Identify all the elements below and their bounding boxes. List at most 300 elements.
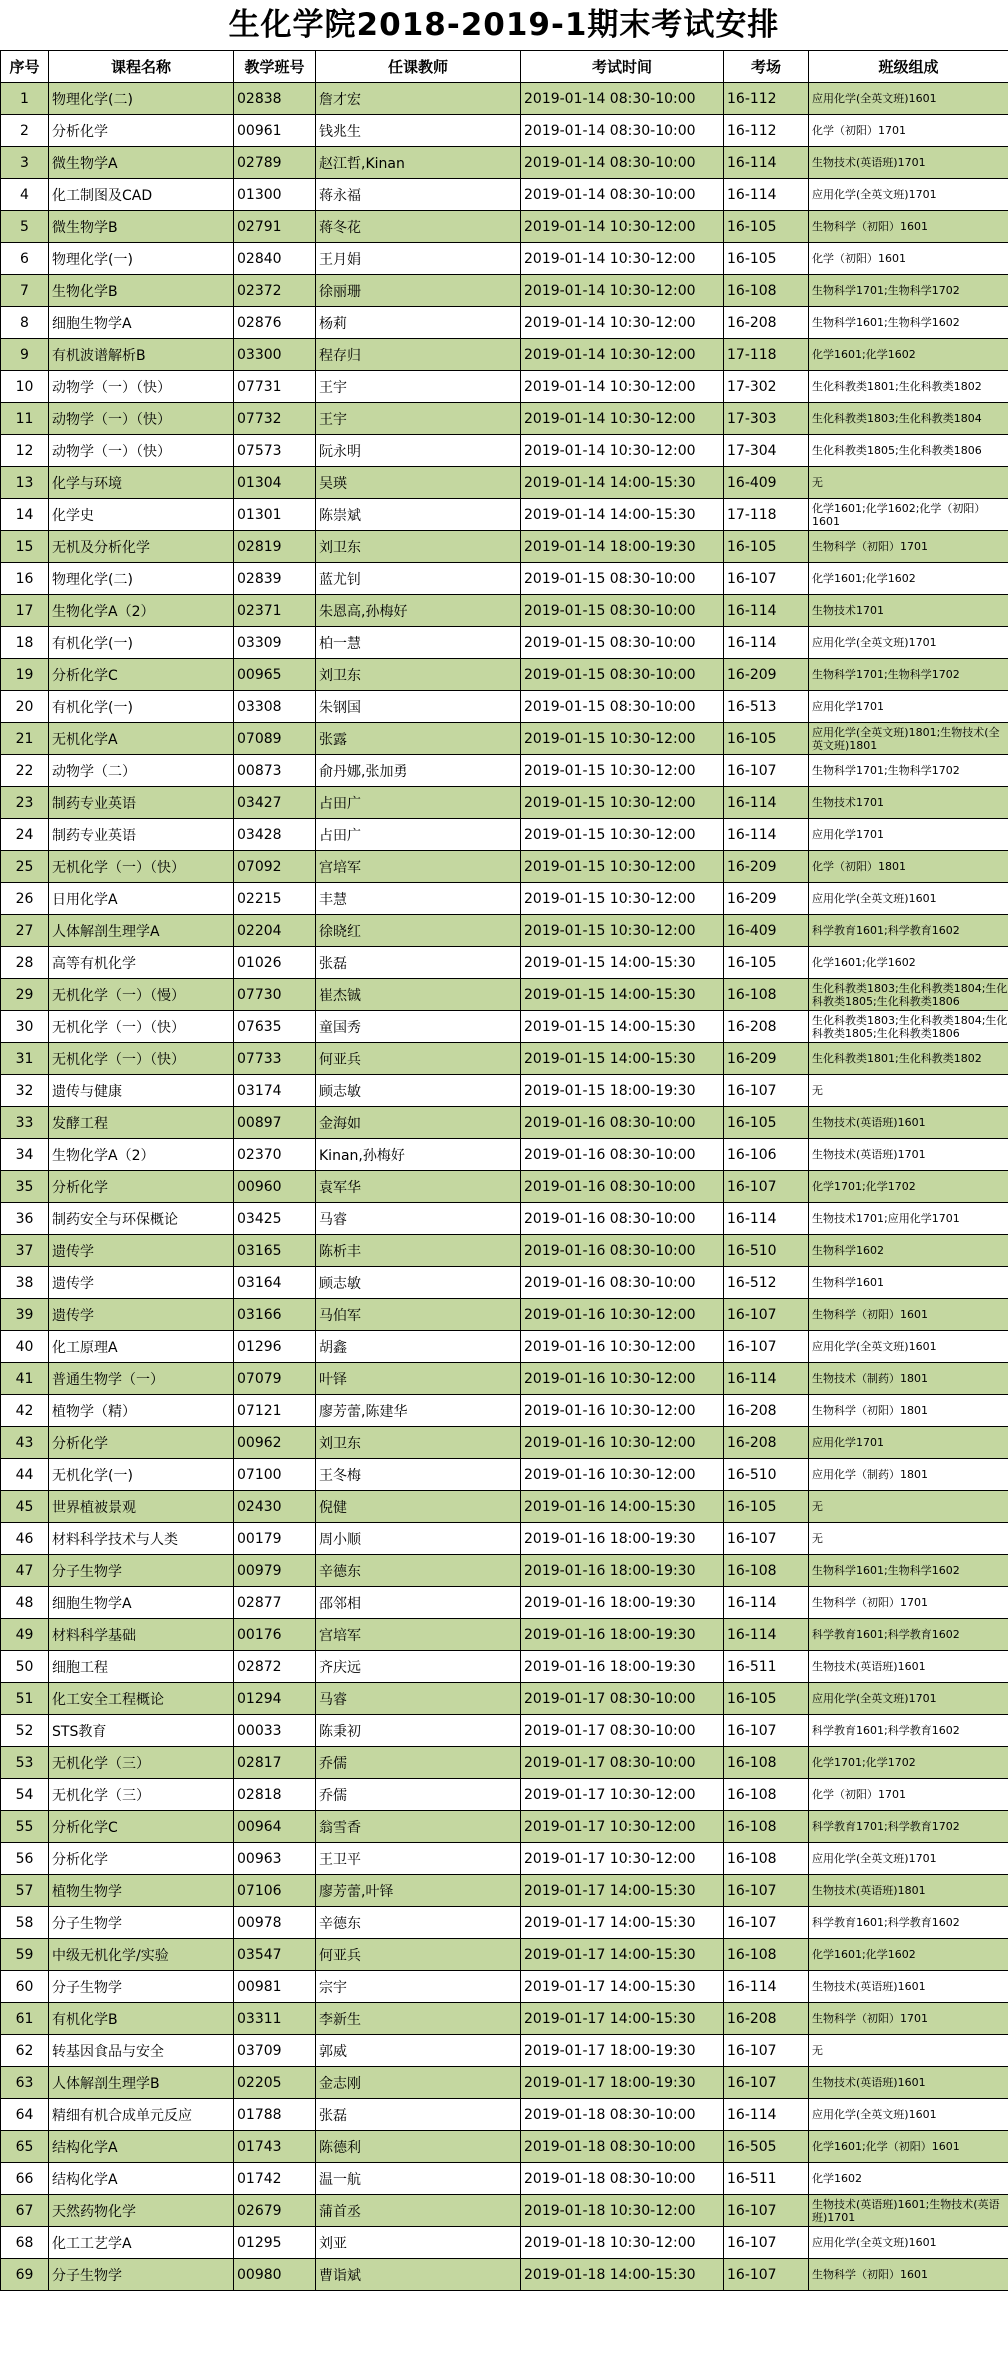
table-row: [1, 563, 1008, 595]
cell-room: 16-114: [724, 147, 809, 179]
cell-teacher: 刘卫东: [316, 531, 521, 563]
cell-teacher: 崔杰铖: [316, 979, 521, 1011]
table-row: [1, 275, 1008, 307]
cell-index: 38: [1, 1267, 49, 1299]
cell-course: 无机化学（三）: [49, 1747, 234, 1779]
header-class-composition: 班级组成: [809, 51, 1008, 83]
cell-exam-time: 2019-01-15 14:00-15:30: [521, 979, 724, 1011]
cell-index: 8: [1, 307, 49, 339]
cell-class-id: 03709: [234, 2035, 316, 2067]
cell-room: 16-105: [724, 723, 809, 755]
cell-class-composition: 科学教育1601;科学教育1602: [809, 1715, 1008, 1747]
cell-index: 63: [1, 2067, 49, 2099]
cell-teacher: 朱钢国: [316, 691, 521, 723]
cell-course: 分析化学: [49, 115, 234, 147]
cell-course: 材料科学技术与人类: [49, 1523, 234, 1555]
table-row: [1, 307, 1008, 339]
cell-room: 16-107: [724, 2227, 809, 2259]
table-row: [1, 115, 1008, 147]
cell-teacher: 马伯军: [316, 1299, 521, 1331]
cell-index: 23: [1, 787, 49, 819]
cell-index: 22: [1, 755, 49, 787]
cell-class-composition: 无: [809, 1075, 1008, 1107]
cell-room: 16-108: [724, 1843, 809, 1875]
cell-class-id: 01294: [234, 1683, 316, 1715]
cell-class-composition: 应用化学(全英文班)1601: [809, 883, 1008, 915]
cell-index: 56: [1, 1843, 49, 1875]
cell-course: 物理化学(二): [49, 83, 234, 115]
cell-index: 25: [1, 851, 49, 883]
cell-exam-time: 2019-01-15 08:30-10:00: [521, 595, 724, 627]
table-row: [1, 1939, 1008, 1971]
cell-room: 16-107: [724, 1171, 809, 1203]
cell-class-id: 02789: [234, 147, 316, 179]
cell-index: 51: [1, 1683, 49, 1715]
cell-exam-time: 2019-01-14 10:30-12:00: [521, 211, 724, 243]
cell-class-composition: 生物技术(英语班)1601: [809, 2067, 1008, 2099]
cell-teacher: 詹才宏: [316, 83, 521, 115]
cell-exam-time: 2019-01-14 08:30-10:00: [521, 83, 724, 115]
table-row: [1, 1331, 1008, 1363]
cell-course: 日用化学A: [49, 883, 234, 915]
cell-exam-time: 2019-01-16 08:30-10:00: [521, 1139, 724, 1171]
cell-index: 12: [1, 435, 49, 467]
cell-course: 分析化学C: [49, 659, 234, 691]
cell-class-composition: 应用化学1701: [809, 691, 1008, 723]
cell-teacher: Kinan,孙梅好: [316, 1139, 521, 1171]
table-row: [1, 435, 1008, 467]
cell-course: 化工原理A: [49, 1331, 234, 1363]
table-row: [1, 2259, 1008, 2291]
cell-class-composition: 生物科学（初阳）1801: [809, 1395, 1008, 1427]
table-row: [1, 1075, 1008, 1107]
cell-exam-time: 2019-01-17 08:30-10:00: [521, 1747, 724, 1779]
table-row: [1, 243, 1008, 275]
cell-course: 植物生物学: [49, 1875, 234, 1907]
cell-teacher: 李新生: [316, 2003, 521, 2035]
cell-room: 16-114: [724, 787, 809, 819]
cell-class-id: 00964: [234, 1811, 316, 1843]
cell-class-composition: 化学1701;化学1702: [809, 1171, 1008, 1203]
cell-room: 16-208: [724, 1011, 809, 1043]
cell-class-id: 07733: [234, 1043, 316, 1075]
cell-exam-time: 2019-01-15 08:30-10:00: [521, 659, 724, 691]
table-row: [1, 1171, 1008, 1203]
cell-room: 16-107: [724, 1907, 809, 1939]
cell-class-composition: 化学1601;化学1602: [809, 947, 1008, 979]
cell-room: 16-107: [724, 2259, 809, 2291]
table-row: [1, 2099, 1008, 2131]
cell-class-id: 02372: [234, 275, 316, 307]
cell-class-composition: 生物科学（初阳）1601: [809, 211, 1008, 243]
cell-class-id: 07092: [234, 851, 316, 883]
cell-teacher: 周小顺: [316, 1523, 521, 1555]
cell-class-id: 03174: [234, 1075, 316, 1107]
cell-exam-time: 2019-01-14 08:30-10:00: [521, 147, 724, 179]
cell-teacher: 陈德利: [316, 2131, 521, 2163]
cell-exam-time: 2019-01-17 18:00-19:30: [521, 2067, 724, 2099]
cell-room: 16-114: [724, 179, 809, 211]
cell-class-id: 02877: [234, 1587, 316, 1619]
cell-room: 16-108: [724, 1779, 809, 1811]
cell-class-id: 02840: [234, 243, 316, 275]
cell-room: 16-114: [724, 1203, 809, 1235]
cell-teacher: 杨莉: [316, 307, 521, 339]
cell-teacher: 辛德东: [316, 1907, 521, 1939]
cell-class-composition: 生物科学1701;生物科学1702: [809, 659, 1008, 691]
cell-room: 16-107: [724, 1715, 809, 1747]
cell-index: 37: [1, 1235, 49, 1267]
cell-room: 16-208: [724, 307, 809, 339]
cell-class-id: 01301: [234, 499, 316, 531]
cell-index: 41: [1, 1363, 49, 1395]
cell-class-composition: 生化科教类1801;生化科教类1802: [809, 371, 1008, 403]
cell-exam-time: 2019-01-14 14:00-15:30: [521, 467, 724, 499]
cell-index: 60: [1, 1971, 49, 2003]
cell-course: 有机波谱解析B: [49, 339, 234, 371]
cell-class-id: 01742: [234, 2163, 316, 2195]
cell-exam-time: 2019-01-14 10:30-12:00: [521, 403, 724, 435]
table-row: [1, 499, 1008, 531]
cell-class-composition: 生化科教类1805;生化科教类1806: [809, 435, 1008, 467]
cell-index: 24: [1, 819, 49, 851]
cell-class-id: 02818: [234, 1779, 316, 1811]
cell-exam-time: 2019-01-17 14:00-15:30: [521, 1875, 724, 1907]
cell-course: 结构化学A: [49, 2131, 234, 2163]
cell-class-id: 02370: [234, 1139, 316, 1171]
cell-exam-time: 2019-01-15 08:30-10:00: [521, 563, 724, 595]
cell-course: 中级无机化学/实验: [49, 1939, 234, 1971]
cell-class-id: 00979: [234, 1555, 316, 1587]
cell-course: 有机化学(一): [49, 627, 234, 659]
cell-exam-time: 2019-01-15 10:30-12:00: [521, 915, 724, 947]
cell-index: 65: [1, 2131, 49, 2163]
cell-class-id: 07732: [234, 403, 316, 435]
header-room: 考场: [724, 51, 809, 83]
cell-index: 7: [1, 275, 49, 307]
table-row: [1, 1043, 1008, 1075]
cell-class-composition: 生物科学（初阳）1601: [809, 1299, 1008, 1331]
cell-teacher: 乔儒: [316, 1747, 521, 1779]
table-row: [1, 1811, 1008, 1843]
cell-exam-time: 2019-01-17 14:00-15:30: [521, 2003, 724, 2035]
cell-class-composition: 生物技术(英语班)1801: [809, 1875, 1008, 1907]
cell-index: 62: [1, 2035, 49, 2067]
cell-course: 分子生物学: [49, 2259, 234, 2291]
header-class-id: 教学班号: [234, 51, 316, 83]
cell-teacher: 王月娟: [316, 243, 521, 275]
cell-exam-time: 2019-01-14 10:30-12:00: [521, 339, 724, 371]
cell-exam-time: 2019-01-15 08:30-10:00: [521, 691, 724, 723]
cell-course: 无机及分析化学: [49, 531, 234, 563]
cell-class-composition: 生化科教类1803;生化科教类1804;生化科教类1805;生化科教类1806: [809, 979, 1008, 1011]
cell-class-composition: 生物技术(英语班)1701: [809, 1139, 1008, 1171]
cell-course: 微生物学B: [49, 211, 234, 243]
cell-class-composition: 化学（初阳）1701: [809, 115, 1008, 147]
cell-class-id: 02215: [234, 883, 316, 915]
cell-class-id: 00179: [234, 1523, 316, 1555]
cell-class-composition: 化学1602: [809, 2163, 1008, 2195]
cell-class-id: 03165: [234, 1235, 316, 1267]
cell-index: 48: [1, 1587, 49, 1619]
cell-index: 59: [1, 1939, 49, 1971]
table-row: [1, 1395, 1008, 1427]
cell-class-id: 03425: [234, 1203, 316, 1235]
cell-class-composition: 应用化学(全英文班)1701: [809, 1683, 1008, 1715]
header-row: [1, 51, 1008, 83]
cell-class-composition: 科学教育1601;科学教育1602: [809, 1619, 1008, 1651]
cell-teacher: 占田广: [316, 819, 521, 851]
cell-course: 有机化学(一): [49, 691, 234, 723]
table-row: [1, 1907, 1008, 1939]
cell-room: 16-108: [724, 1555, 809, 1587]
cell-room: 16-114: [724, 627, 809, 659]
cell-exam-time: 2019-01-18 08:30-10:00: [521, 2131, 724, 2163]
table-row: [1, 147, 1008, 179]
table-row: [1, 2195, 1008, 2227]
cell-class-composition: 生物技术(英语班)1601;生物技术(英语班)1701: [809, 2195, 1008, 2227]
cell-class-composition: 应用化学(全英文班)1701: [809, 179, 1008, 211]
cell-class-composition: 科学教育1601;科学教育1602: [809, 1907, 1008, 1939]
cell-class-composition: 化学1601;化学1602;化学（初阳）1601: [809, 499, 1008, 531]
cell-teacher: 占田广: [316, 787, 521, 819]
cell-room: 16-114: [724, 1619, 809, 1651]
cell-teacher: 陈秉初: [316, 1715, 521, 1747]
cell-teacher: 金海如: [316, 1107, 521, 1139]
cell-exam-time: 2019-01-16 08:30-10:00: [521, 1107, 724, 1139]
cell-index: 52: [1, 1715, 49, 1747]
cell-class-composition: 生物技术(英语班)1601: [809, 1651, 1008, 1683]
cell-teacher: 蓝尤钊: [316, 563, 521, 595]
cell-exam-time: 2019-01-16 18:00-19:30: [521, 1555, 724, 1587]
cell-index: 9: [1, 339, 49, 371]
cell-exam-time: 2019-01-16 18:00-19:30: [521, 1587, 724, 1619]
cell-class-composition: 应用化学(全英文班)1701: [809, 1843, 1008, 1875]
cell-index: 34: [1, 1139, 49, 1171]
cell-exam-time: 2019-01-16 08:30-10:00: [521, 1171, 724, 1203]
cell-room: 16-114: [724, 2099, 809, 2131]
cell-course: 有机化学B: [49, 2003, 234, 2035]
cell-class-id: 00962: [234, 1427, 316, 1459]
cell-room: 17-302: [724, 371, 809, 403]
cell-course: 分子生物学: [49, 1907, 234, 1939]
cell-index: 54: [1, 1779, 49, 1811]
cell-exam-time: 2019-01-15 14:00-15:30: [521, 1011, 724, 1043]
cell-room: 16-209: [724, 1043, 809, 1075]
cell-teacher: 丰慧: [316, 883, 521, 915]
cell-course: 无机化学(一): [49, 1459, 234, 1491]
cell-course: 生物化学A（2）: [49, 595, 234, 627]
cell-course: 分析化学: [49, 1171, 234, 1203]
table-row: [1, 851, 1008, 883]
cell-class-id: 01743: [234, 2131, 316, 2163]
cell-class-composition: 生物科学（初阳）1701: [809, 531, 1008, 563]
cell-room: 16-208: [724, 1427, 809, 1459]
cell-course: 动物学（一）（快）: [49, 435, 234, 467]
table-row: [1, 1235, 1008, 1267]
cell-index: 5: [1, 211, 49, 243]
table-row: [1, 403, 1008, 435]
cell-teacher: 廖芳蕾,陈建华: [316, 1395, 521, 1427]
cell-class-composition: 生物科学（初阳）1701: [809, 2003, 1008, 2035]
cell-index: 49: [1, 1619, 49, 1651]
cell-room: 16-107: [724, 2067, 809, 2099]
cell-exam-time: 2019-01-18 10:30-12:00: [521, 2195, 724, 2227]
cell-room: 16-513: [724, 691, 809, 723]
cell-exam-time: 2019-01-15 10:30-12:00: [521, 851, 724, 883]
cell-course: 分子生物学: [49, 1971, 234, 2003]
table-row: [1, 1491, 1008, 1523]
cell-room: 16-511: [724, 2163, 809, 2195]
cell-class-id: 03427: [234, 787, 316, 819]
cell-class-composition: 化学1601;化学1602: [809, 563, 1008, 595]
cell-room: 16-510: [724, 1235, 809, 1267]
cell-index: 11: [1, 403, 49, 435]
cell-course: 发酵工程: [49, 1107, 234, 1139]
cell-room: 17-118: [724, 339, 809, 371]
cell-course: 微生物学A: [49, 147, 234, 179]
cell-course: 无机化学（一）（慢）: [49, 979, 234, 1011]
table-row: [1, 339, 1008, 371]
table-row: [1, 1267, 1008, 1299]
cell-exam-time: 2019-01-15 10:30-12:00: [521, 755, 724, 787]
table-row: [1, 211, 1008, 243]
table-row: [1, 1107, 1008, 1139]
table-row: [1, 1363, 1008, 1395]
cell-class-id: 02819: [234, 531, 316, 563]
cell-index: 57: [1, 1875, 49, 1907]
cell-class-id: 00873: [234, 755, 316, 787]
cell-index: 20: [1, 691, 49, 723]
table-row: [1, 179, 1008, 211]
cell-course: 无机化学（一）（快）: [49, 1043, 234, 1075]
cell-exam-time: 2019-01-14 10:30-12:00: [521, 307, 724, 339]
cell-course: 动物学（二）: [49, 755, 234, 787]
cell-class-id: 03166: [234, 1299, 316, 1331]
cell-exam-time: 2019-01-17 08:30-10:00: [521, 1683, 724, 1715]
table-row: [1, 1715, 1008, 1747]
cell-class-composition: 生化科教类1801;生化科教类1802: [809, 1043, 1008, 1075]
cell-room: 16-209: [724, 883, 809, 915]
cell-index: 46: [1, 1523, 49, 1555]
cell-class-composition: 生物技术(英语班)1601: [809, 1107, 1008, 1139]
cell-exam-time: 2019-01-16 18:00-19:30: [521, 1619, 724, 1651]
cell-room: 17-304: [724, 435, 809, 467]
cell-class-id: 02791: [234, 211, 316, 243]
cell-room: 16-107: [724, 1523, 809, 1555]
cell-class-composition: 生物科学1602: [809, 1235, 1008, 1267]
table-row: [1, 1299, 1008, 1331]
cell-exam-time: 2019-01-17 14:00-15:30: [521, 1971, 724, 2003]
cell-room: 16-114: [724, 1971, 809, 2003]
table-row: [1, 915, 1008, 947]
cell-class-composition: 应用化学(全英文班)1601: [809, 83, 1008, 115]
cell-exam-time: 2019-01-16 10:30-12:00: [521, 1459, 724, 1491]
cell-teacher: 刘亚: [316, 2227, 521, 2259]
table-row: [1, 1523, 1008, 1555]
cell-index: 47: [1, 1555, 49, 1587]
cell-class-composition: 化学1601;化学（初阳）1601: [809, 2131, 1008, 2163]
cell-course: 植物学（精）: [49, 1395, 234, 1427]
cell-course: 制药安全与环保概论: [49, 1203, 234, 1235]
cell-room: 17-303: [724, 403, 809, 435]
cell-room: 16-105: [724, 211, 809, 243]
cell-course: 人体解剖生理学A: [49, 915, 234, 947]
cell-course: 遗传学: [49, 1267, 234, 1299]
cell-class-id: 07106: [234, 1875, 316, 1907]
cell-index: 61: [1, 2003, 49, 2035]
cell-index: 43: [1, 1427, 49, 1459]
cell-index: 21: [1, 723, 49, 755]
cell-class-composition: 应用化学(全英文班)1601: [809, 2099, 1008, 2131]
cell-class-composition: 科学教育1601;科学教育1602: [809, 915, 1008, 947]
cell-exam-time: 2019-01-14 10:30-12:00: [521, 275, 724, 307]
table-row: [1, 83, 1008, 115]
cell-exam-time: 2019-01-17 10:30-12:00: [521, 1811, 724, 1843]
cell-exam-time: 2019-01-17 14:00-15:30: [521, 1939, 724, 1971]
cell-course: 动物学（一）（快）: [49, 403, 234, 435]
cell-class-id: 01788: [234, 2099, 316, 2131]
cell-teacher: 刘卫东: [316, 1427, 521, 1459]
cell-exam-time: 2019-01-16 10:30-12:00: [521, 1395, 724, 1427]
cell-class-id: 02430: [234, 1491, 316, 1523]
cell-room: 16-409: [724, 915, 809, 947]
cell-index: 67: [1, 2195, 49, 2227]
cell-class-composition: 化学（初阳）1701: [809, 1779, 1008, 1811]
cell-teacher: 蒋永福: [316, 179, 521, 211]
cell-course: 化学与环境: [49, 467, 234, 499]
cell-index: 28: [1, 947, 49, 979]
table-row: [1, 1203, 1008, 1235]
cell-room: 16-208: [724, 1395, 809, 1427]
cell-class-id: 02205: [234, 2067, 316, 2099]
cell-teacher: 邵邻相: [316, 1587, 521, 1619]
cell-teacher: 顾志敏: [316, 1267, 521, 1299]
cell-exam-time: 2019-01-14 10:30-12:00: [521, 243, 724, 275]
cell-course: 生物化学B: [49, 275, 234, 307]
cell-course: 遗传学: [49, 1235, 234, 1267]
cell-course: 细胞生物学A: [49, 1587, 234, 1619]
cell-teacher: 何亚兵: [316, 1939, 521, 1971]
cell-index: 29: [1, 979, 49, 1011]
cell-class-id: 03300: [234, 339, 316, 371]
cell-index: 66: [1, 2163, 49, 2195]
cell-class-id: 07089: [234, 723, 316, 755]
table-row: [1, 467, 1008, 499]
cell-course: 制药专业英语: [49, 819, 234, 851]
cell-course: 无机化学（一）（快）: [49, 851, 234, 883]
cell-course: 分析化学: [49, 1843, 234, 1875]
cell-room: 16-112: [724, 115, 809, 147]
cell-teacher: 蒲首丞: [316, 2195, 521, 2227]
cell-class-composition: 生物科学1601: [809, 1267, 1008, 1299]
cell-teacher: 赵江哲,Kinan: [316, 147, 521, 179]
cell-room: 16-114: [724, 1587, 809, 1619]
table-row: [1, 883, 1008, 915]
cell-class-id: 02204: [234, 915, 316, 947]
cell-course: 遗传学: [49, 1299, 234, 1331]
cell-teacher: 程存归: [316, 339, 521, 371]
cell-index: 15: [1, 531, 49, 563]
cell-class-id: 07100: [234, 1459, 316, 1491]
cell-index: 6: [1, 243, 49, 275]
cell-exam-time: 2019-01-15 10:30-12:00: [521, 723, 724, 755]
table-row: [1, 979, 1008, 1011]
table-row: [1, 1619, 1008, 1651]
cell-teacher: 朱恩高,孙梅好: [316, 595, 521, 627]
cell-room: 16-209: [724, 851, 809, 883]
cell-course: 化工安全工程概论: [49, 1683, 234, 1715]
